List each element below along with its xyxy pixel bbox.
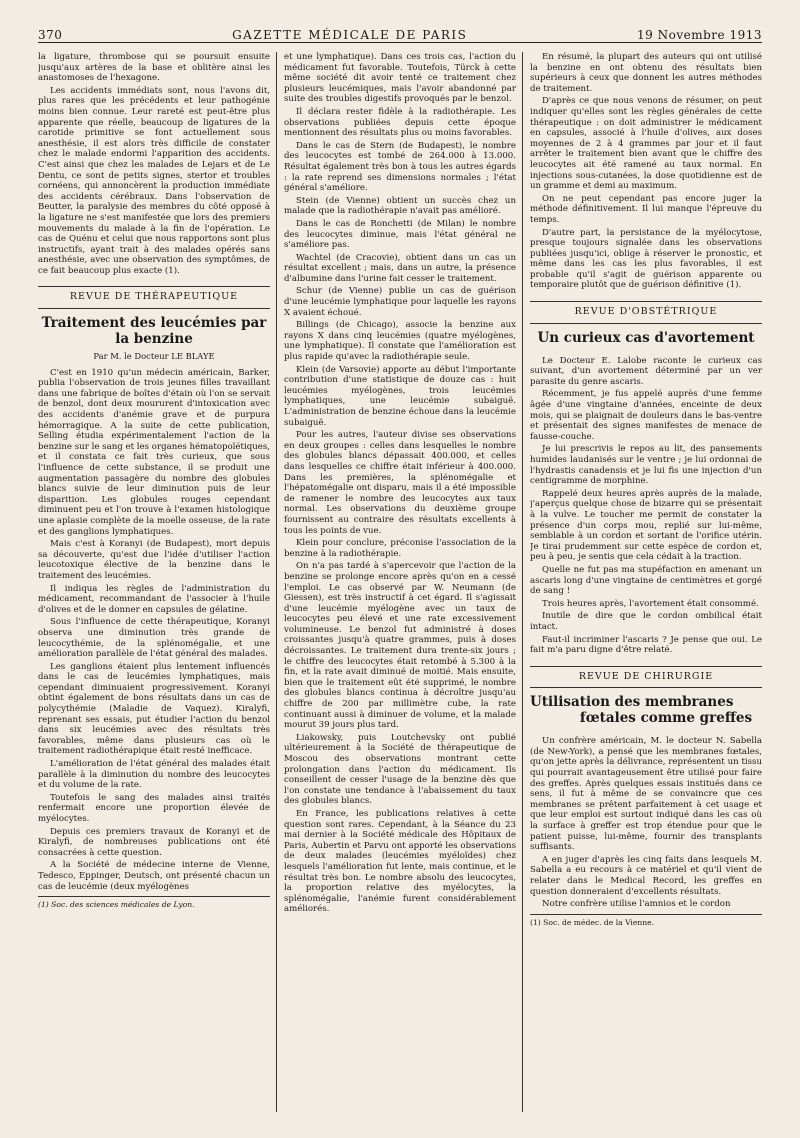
paragraph: Dans le cas de Ronchetti (de Milan) le nombre des leucocytes diminue, mais l'état général ne s'améliore pas. [284, 218, 516, 251]
paragraph: A en juger d'après les cinq faits dans lesquels M. Sabella a eu recours à ce matériel et qu'il vient de relater dans le Medical Record, les greffes en question donneraient d'excellents résultats. [530, 854, 762, 897]
paragraph: Un confrère américain, M. le docteur N. Sabella (de New-York), a pensé que les membranes fœtales, qu'on jette après la délivrance, représentent un tissu qui pourrait avantageusement être utilisé pour faire des greffes. Après quelques essais institués dans ce sens, il fut à même de se convaincre que ces membranes se prêtent parfaitement à cet usage et que leur emploi est surtout indiqué dans les cas où la surface à greffer est trop étendue pour que le patient puisse, lui-même, fournir des transplants suffisants. [530, 736, 762, 853]
paragraph: Mais c'est à Koranyi (de Budapest), mort depuis sa découverte, qu'est due l'idée d'utiliser l'action leucotoxique élective de la benzine dans le traitement des leucémies. [38, 539, 270, 581]
article-title: Traitement des leucémies par la benzine [41, 315, 267, 348]
paragraph: On ne peut cependant pas encore juger la méthode définitivement. Il lui manque l'épreuve du temps. [530, 193, 762, 225]
paragraph: Rappelé deux heures après auprès de la malade, j'aperçus quelque chose de bizarre qui se présentait à la vulve. Le toucher me permit de constater la présence d'un corps mou, replié sur lui-même, semblable à un cordon et sortant de l'orifice utérin. Je tirai prudemment sur cette espèce de cordon et, peu à peu, je sentis que cela cédait à la traction. [530, 488, 762, 563]
footnote: (1) Soc. des sciences médicales de Lyon. [38, 896, 270, 911]
paragraph: Wachtel (de Cracovie), obtient dans un cas un résultat excellent ; mais, dans un autre, la présence d'albumine dans l'urine fait cesser le traitement. [284, 252, 516, 284]
section-heading: REVUE D'OBSTÉTRIQUE [530, 301, 762, 324]
paragraph: Schur (de Vienne) publie un cas de guérison d'une leucémie lymphatique pour laquelle les rayons X avaient échoué. [284, 286, 516, 318]
footnote: (1) Soc. de médec. de la Vienne. [530, 914, 762, 929]
section-heading: REVUE DE CHIRURGIE [530, 666, 762, 689]
article-title-line-2: fœtales comme greffes [579, 710, 753, 727]
paragraph: Faut-il incriminer l'ascaris ? Je pense que oui. Le fait m'a paru digne d'être relaté. [530, 634, 762, 656]
paragraph: Inutile de dire que le cordon ombilical était intact. [530, 611, 762, 632]
paragraph: Trois heures après, l'avortement était consommé. [542, 598, 759, 609]
paragraph: Stein (de Vienne) obtient un succès chez un malade que la radiothérapie n'avait pas amélioré. [284, 195, 516, 217]
paragraph: Quelle ne fut pas ma stupéfaction en amenant un ascaris long d'une vingtaine de centimètres et gorgé de sang ! [530, 564, 762, 597]
paragraph: En France, les publications relatives à cette question sont rares. Cependant, à la Séance du 23 mai dernier à la Société médicale des Hôpitaux de Paris, Aubertin et Parvu ont apporté les observations de deux malades (leucémies myéloïdes) chez lesquels l'amélioration fut lente, mais continue, et le résultat très bon. Le nombre absolu des leucocytes, la proportion relative des myélocytes, la splénomégalie, l'anémie furent considérablement améliorés. [284, 808, 516, 915]
paragraph: Toutefois le sang des malades ainsi traités renfermait encore une proportion élevée de myélocytes. [38, 792, 270, 824]
paragraph: Depuis ces premiers travaux de Koranyi et de Kiralyfi, de nombreuses publications ont été consacrées à cette question. [38, 826, 270, 858]
paragraph: Les accidents immédiats sont, nous l'avons dit, plus rares que les précédents et leur pathogénie moins bien connue. Leur rareté est peut-être plus apparente que réelle, beaucoup de ligatures de la carotide primitive se font actuellement sous anesthésie, il est alors très difficile de constater chez le malade endormi l'apparition des accidents. C'est ainsi que chez les malades de Lejars et de Le Dentu, ce sont de petits signes, stertor et troubles cornéens, qui annoncèrent la production immédiate des accidents cérébraux. Dans l'observation de Beutter, la paralysie des membres du côté opposé à la ligature ne s'est manifestée que lors des premiers mouvements du malade à la fin de l'opération. Le cas de Quénu et celui que nous rapportons sont plus instructifs, ayant trait à des malades opérés sans anesthésie, avec une observation des symptômes, de ce fait beaucoup plus exacte (1). [38, 85, 270, 276]
column-divider [276, 52, 277, 1112]
paragraph: Il déclara rester fidèle à la radiothérapie. Les observations publiées depuis cette époque mentionnent des résultats plus ou moins favorables. [284, 106, 516, 139]
article-title: Un curieux cas d'avortement [537, 329, 755, 346]
paragraph: Dans le cas de Stern (de Budapest), le nombre des leucocytes est tombé de 264.000 à 13.000. Résultat également très bon à tous les autres égards : la rate reprend ses dimensions normales ; l'état général s'améliore. [284, 140, 516, 194]
column-1 [38, 52, 270, 1122]
paragraph: L'amélioration de l'état général des malades était parallèle à la diminution du nombre des leucocytes et du volume de la rate. [38, 759, 270, 791]
column-divider [522, 52, 523, 1112]
paragraph: D'autre part, la persistance de la myélocytose, presque toujours signalée dans les observations publiées jusqu'ici, oblige à réserver le pronostic, et même dans les cas les plus favorables, il est probable qu'il s'agit de guérison apparente ou temporaire plutôt que de guérison définitive (1). [530, 227, 762, 291]
journal-title: GAZETTE MÉDICALE DE PARIS [232, 28, 468, 42]
paragraph: Récemment, je fus appelé auprès d'une femme âgée d'une vingtaine d'années, enceinte de deux mois, qui se plaignait de douleurs dans le bas-ventre et présentait des signes manifestes de menace de fausse-couche. [530, 389, 762, 442]
paragraph: On n'a pas tardé à s'apercevoir que l'action de la benzine se prolonge encore après qu'on en a cessé l'emploi. Le cas observé par W. Neumann (de Giessen), est très instructif à cet égard. Il s'agissait d'une leucémie myélogène avec un taux de leucocytes peu élevé et une rate excessivement volumineuse. Le benzol fut administré à doses croissantes jusqu'à quatre grammes, puis à doses décroissantes. Le traitement dura trente-six jours ; le chiffre des leucocytes était retombé à 5.300 à la fin, et la rate avait diminué de moitié. Mais ensuite, bien que le traitement eût été supprimé, le nombre des globules blancs continua à décroître jusqu'au chiffre de 200 par millimètre cube, la rate continuant aussi à diminuer de volume, et la malade mourut 39 jours plus tard. [284, 561, 516, 731]
paragraph: la ligature, thrombose qui se poursuit ensuite jusqu'aux artères de la base et oblitère ainsi les anastomoses de l'hexagone. [38, 52, 270, 84]
paragraph: Billings (de Chicago), associe la benzine aux rayons X dans cinq leucémies (quatre myélogènes, une lymphatique). Il constate que l'amélioration est plus rapide qu'avec la radiothérapie seule. [284, 320, 516, 363]
paragraph: Pour les autres, l'auteur divise ses observations en deux groupes : celles dans lesquelles le nombre des globules blancs dépassait 400.000, et celles dans lesquelles ce chiffre était inférieur à 400.000. Dans les premières, la splénomégalie et l'hépatomégalie ont disparu, mais il a été impossible de ramener le nombre des leucocytes aux taux normal. Les observations du deuxième groupe fournissent au contraire des résultats excellents à tous les points de vue. [284, 430, 516, 536]
paragraph: Les ganglions étaient plus lentement influencés dans le cas de leucémies lymphatiques, mais cependant diminuaient progressivement. Koranyi obtint également de bons résultats dans un cas de polycythémie (Maladie de Vaquez). Kiralyfi, reprenant ses essais, put étudier l'action du benzol dans six leucémies avec des résultats très favorables, même dans plusieurs cas où le traitement radiothérapique était resté inefficace. [38, 661, 270, 757]
paragraph: Klein (de Varsovie) apporte au début l'importante contribution d'une statistique de douze cas : huit leucémies myélogènes, trois leucémies lymphatiques, une leucémie subaiguë. L'administration de benzine échoue dans la leucémie subaiguë. [284, 364, 516, 428]
page-header [38, 20, 762, 43]
article-title: Utilisation des membranes [530, 694, 734, 711]
page-number: 370 [38, 28, 63, 42]
paragraph: D'après ce que nous venons de résumer, on peut indiquer qu'elles sont les règles générales de cette thérapeutique : on doit administrer le médicament en capsules, associé à l'huile d'olives, aux doses moyennes de 2 à 4 grammes par jour et il faut arrêter le traitement bien avant que le chiffre des leucocytes ait été ramené au taux normal. En injections sous-cutanées, la dose quotidienne est de un gramme et demi au maximum. [530, 96, 762, 192]
paragraph: Klein pour conclure, préconise l'association de la benzine à la radiothérapie. [284, 538, 516, 559]
paragraph: Liakowsky, puis Loutchevsky ont publié ultérieurement à la Société de thérapeutique de Moscou des observations montrant cette prolongation dans l'action du médicament. Ils conseillent de cesser l'usage de la benzine dès que l'on constate une tendance à l'abaissement du taux des globules blancs. [284, 732, 516, 807]
paragraph: et une lymphatique). Dans ces trois cas, l'action du médicament fut favorable. Toutefois, Türck à cette même société dit avoir tenté ce traitement chez plusieurs leucémiques, mais l'avoir abandonné par suite des troubles digestifs provoqués par le benzol. [284, 52, 516, 105]
article-byline: Par M. le Docteur LE BLAYE [93, 351, 215, 362]
paragraph: En résumé, la plupart des auteurs qui ont utilisé la benzine en ont obtenu des résultats bien supérieurs à ceux que donnent les autres méthodes de traitement. [530, 52, 762, 94]
paragraph: C'est en 1910 qu'un médecin américain, Barker, publia l'observation de trois jeunes filles travaillant dans une fabrique de boîtes d'étain où l'on se servait de benzol, dont deux moururent d'intoxication avec des accidents d'anémie grave et de purpura hémorragique. A la suite de cette publication, Selling étudia expérimentalement l'action de la benzine sur le sang et les organes hématopoïétiques, et il constata ce fait très curieux, que sous l'influence de cette substance, il se produit une augmentation passagère du nombre des globules blancs suivie de leur diminution puis de leur disparition. Les globules rouges cependant diminuent peu et l'on trouve à l'examen histologique une aplasie complète de la moelle osseuse, de la rate et des ganglions lymphatiques. [38, 367, 270, 537]
issue-date: 19 Novembre 1913 [637, 28, 762, 42]
paragraph: Je lui prescrivis le repos au lit, des pansements humides laudanisés sur le ventre ; je lui ordonnai de l'hydrastis canadensis et je lui fis une injection d'un centigramme de morphine. [530, 444, 762, 487]
column-3 [530, 52, 762, 1122]
paragraph: Sous l'influence de cette thérapeutique, Koranyi observa une diminution très grande de leucocythémie, de la splénomégalie, et une amélioration parallèle de l'état général des malades. [38, 617, 270, 660]
section-heading: REVUE DE THÉRAPEUTIQUE [38, 286, 270, 309]
paragraph: Notre confrère utilise l'amnios et le cordon [542, 899, 731, 910]
column-2 [284, 52, 516, 1122]
paragraph: Le Docteur E. Lalobe raconte le curieux cas suivant, d'un avortement déterminé par un ver parasite du genre ascaris. [530, 355, 762, 387]
paragraph: A la Société de médecine interne de Vienne, Tedesco, Eppinger, Deutsch, ont présenté chacun un cas de leucémie (deux myélogènes [38, 860, 270, 892]
paragraph: Il indiqua les règles de l'administration du médicament, recommandant de l'associer à l'huile d'olives et de le donner en capsules de gélatine. [38, 583, 270, 615]
